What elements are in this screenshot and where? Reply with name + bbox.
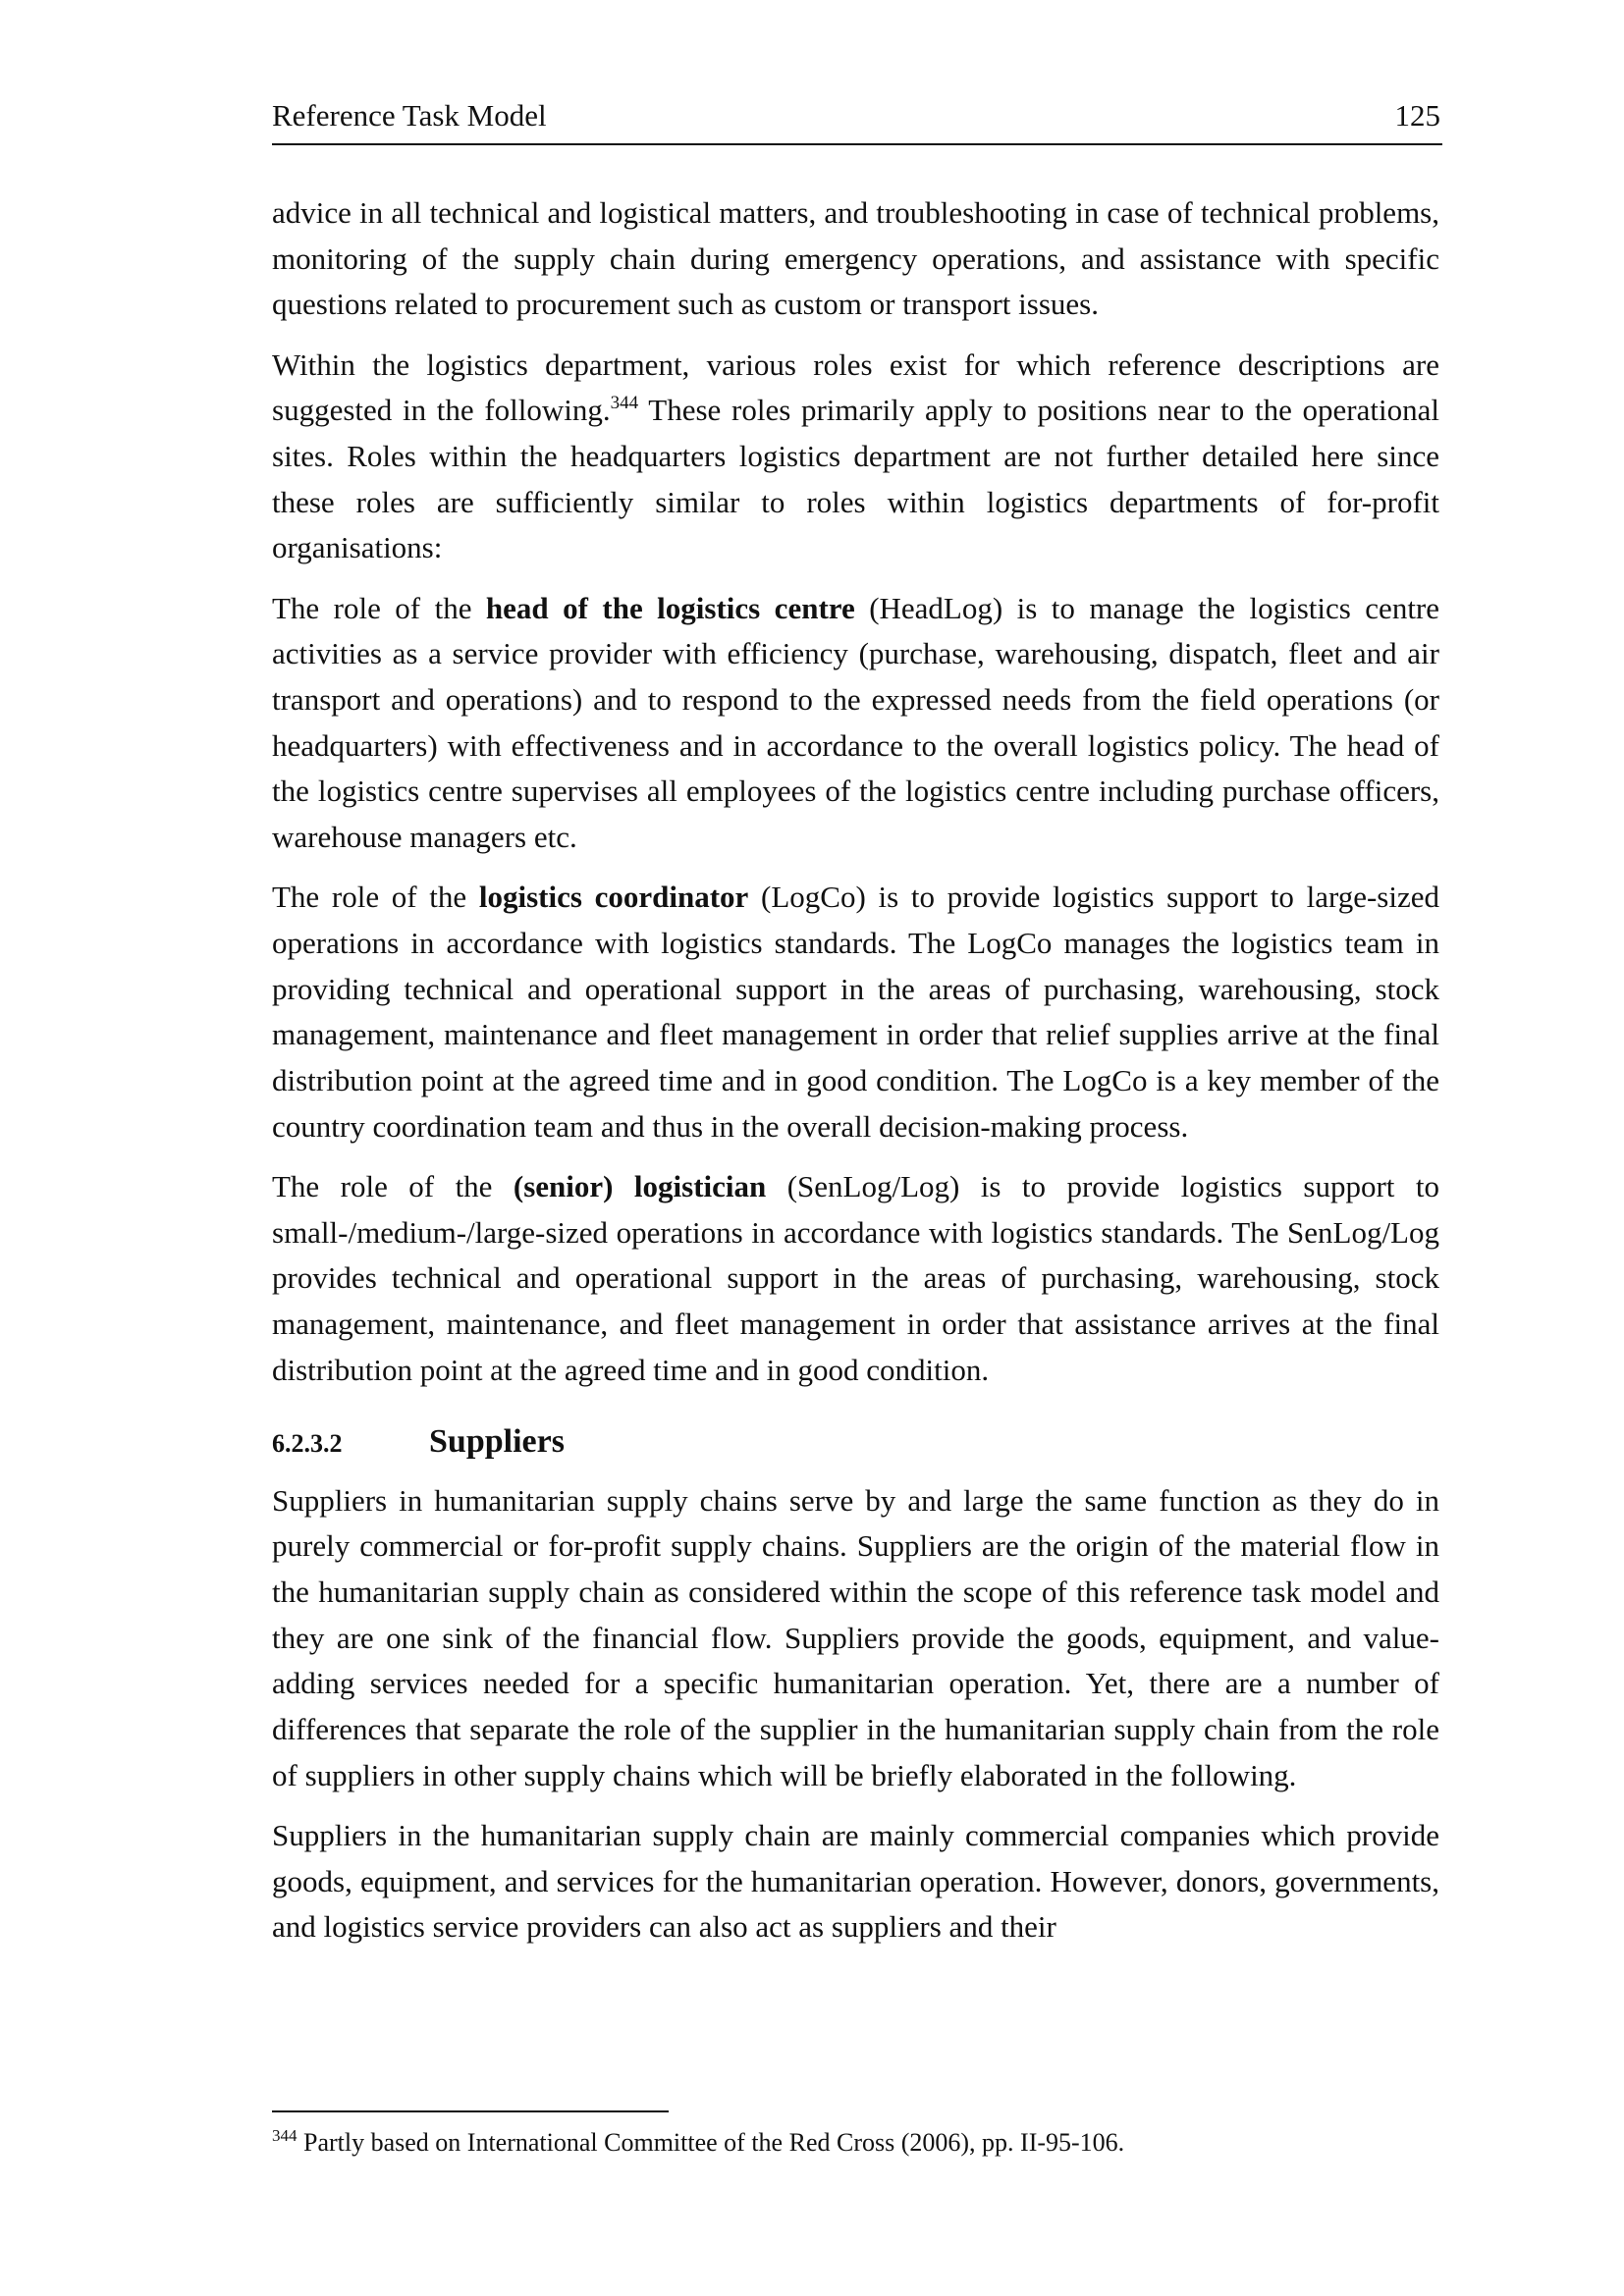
running-header xyxy=(272,94,1442,145)
page-number: 125 xyxy=(1394,98,1440,133)
section-heading xyxy=(272,1419,1439,1467)
section-number: 6.2.3.2 xyxy=(272,1428,343,1458)
header-title: Reference Task Model xyxy=(272,98,547,133)
paragraph-suppliers-1 xyxy=(272,1478,1439,1799)
footnote-text: Partly based on International Committee of the Red Cross (2006), pp. II-95-106. xyxy=(297,2128,1125,2157)
paragraph-2-text-end: These roles primarily apply to positions near to the operational sites. Roles within the headquarters logistics department are not further detailed here since these roles are sufficiently similar to roles within logistics departments of for-profit organisations: xyxy=(272,393,1439,565)
paragraph-1 xyxy=(272,190,1439,328)
paragraph-2 xyxy=(272,343,1439,572)
term-head-of-logistics-centre: head of the logistics centre xyxy=(485,590,855,625)
term-senior-logistician: (senior) logistician xyxy=(513,1169,767,1204)
section-title: Suppliers xyxy=(429,1422,565,1460)
paragraph-3-text: (HeadLog) is to manage the logistics centre activities as a service provider with efficiency (purchase, warehousing, dispatch, fleet and air transport and operations) and to respond to the expressed needs from the field operations (or headquarters) with effectiveness and in accordance to the overall logistics policy. The head of the logistics centre supervises all employees of the logistics centre including purchase officers, warehouse managers etc. xyxy=(272,590,1440,855)
paragraph-suppliers-2 xyxy=(272,1813,1439,1950)
paragraph-4-lead: The role of the xyxy=(272,880,479,915)
footnote-reference[interactable]: 344 xyxy=(610,393,639,414)
footnote-divider xyxy=(272,2110,669,2112)
paragraph-7-text: Suppliers in the humanitarian supply chain are mainly commercial companies which provide goods, equipment, and services for the humanitarian operation. However, donors, governments, and logistics service providers can also act as suppliers and their xyxy=(272,1818,1439,1945)
paragraph-4-text: (LogCo) is to provide logistics support to large-sized operations in accordance with logistics standards. The LogCo manages the logistics team in providing technical and operational support in the areas of purchasing, warehousing, stock management, maintenance and fleet management in order that relief supplies arrive at the final distribution point at the agreed time and in good condition. The LogCo is a key member of the country coordination team and thus in the overall decision-making process. xyxy=(272,880,1440,1144)
paragraph-6-text: Suppliers in humanitarian supply chains serve by and large the same function as they do in purely commercial or for-profit supply chains. Suppliers are the origin of the material flow in the humanitarian supply chain as considered within the scope of this reference task model and they are one sink of the financial flow. Suppliers provide the goods, equipment, and value-adding services needed for a specific humanitarian operation. Yet, there are a number of differences that separate the role of the supplier in the humanitarian supply chain from the role of suppliers in other supply chains which will be briefly elaborated in the following. xyxy=(272,1482,1439,1792)
footnote-marker: 344 xyxy=(272,2126,298,2145)
paragraph-5-lead: The role of the xyxy=(272,1169,514,1204)
paragraph-5-text: (SenLog/Log) is to provide logistics support to small-/medium-/large-sized operations in accordance with logistics standards. The SenLog/Log provides technical and operational support in the areas of purchasing, warehousing, stock management, maintenance, and fleet management in order that assistance arrives at the final distribution point at the agreed time and in good condition. xyxy=(272,1169,1439,1387)
paragraph-1-text: advice in all technical and logistical matters, and troubleshooting in case of technical problems, monitoring of the supply chain during emergency operations, and assistance with specific questions related to procurement such as custom or transport issues. xyxy=(272,195,1439,322)
paragraph-logistics-coordinator xyxy=(272,875,1439,1149)
footnote xyxy=(272,2123,1440,2163)
paragraph-3-lead: The role of the xyxy=(272,590,486,625)
paragraph-head-of-logistics-centre xyxy=(272,586,1439,861)
body-text xyxy=(272,190,1439,1965)
paragraph-2-text-start: Within the logistics department, various roles exist for which reference descriptions are suggested in the following. xyxy=(272,347,1439,428)
term-logistics-coordinator: logistics coordinator xyxy=(478,880,749,915)
paragraph-senior-logistician xyxy=(272,1164,1439,1394)
